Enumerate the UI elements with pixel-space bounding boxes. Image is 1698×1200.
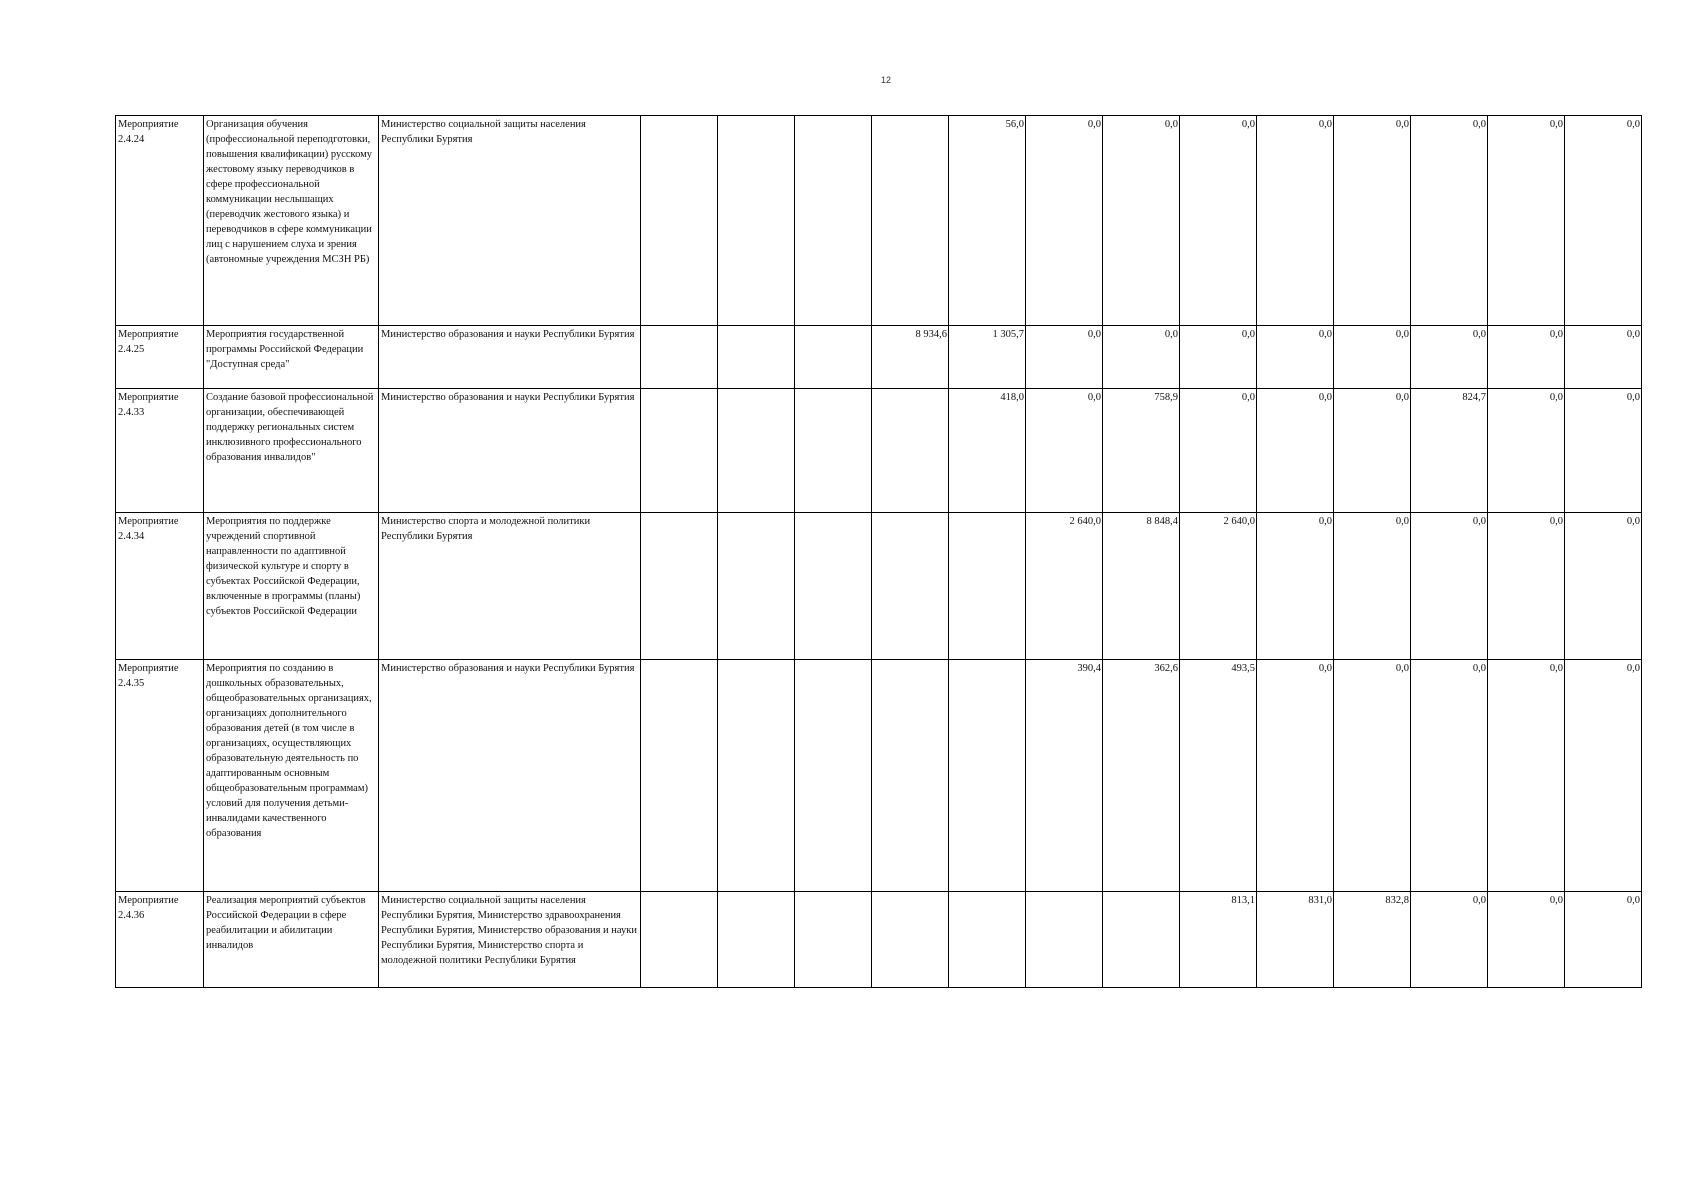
value-cell: 0,0 [1565, 389, 1642, 513]
row-name: Создание базовой профессиональной организации, обеспечивающей поддержку региональных систем инклюзивного профессионального образования инвалидов" [204, 389, 379, 513]
value-cell [641, 892, 718, 988]
page-number: 12 [880, 75, 891, 85]
row-name: Мероприятия по созданию в дошкольных образовательных, общеобразовательных организациях, организациях дополнительного образования детей (в том числе в организациях, осуществляющих образовательную деятельность по адаптированным основным общеобразовательным программам) условий для получения детьми-инвалидами качественного образования [204, 660, 379, 892]
value-cell: 418,0 [949, 389, 1026, 513]
value-cell [718, 892, 795, 988]
row-code: Мероприятие 2.4.35 [116, 660, 204, 892]
value-cell: 0,0 [1488, 389, 1565, 513]
value-cell [1103, 892, 1180, 988]
value-cell [795, 660, 872, 892]
row-name: Мероприятия по поддержке учреждений спортивной направленности по адаптивной физической культуре и спорту в субъектах Российской Федерации, включенные в программы (планы) субъектов Российской Федерации [204, 513, 379, 660]
value-cell [795, 513, 872, 660]
value-cell: 0,0 [1180, 326, 1257, 389]
value-cell [795, 326, 872, 389]
value-cell: 8 848,4 [1103, 513, 1180, 660]
value-cell: 0,0 [1026, 389, 1103, 513]
row-code: Мероприятие 2.4.34 [116, 513, 204, 660]
value-cell [641, 326, 718, 389]
row-name: Реализация мероприятий субъектов Российской Федерации в сфере реабилитации и абилитации инвалидов [204, 892, 379, 988]
value-cell: 0,0 [1488, 513, 1565, 660]
value-cell: 0,0 [1257, 326, 1334, 389]
value-cell: 0,0 [1257, 116, 1334, 326]
value-cell: 0,0 [1257, 389, 1334, 513]
value-cell [1026, 892, 1103, 988]
value-cell [795, 389, 872, 513]
value-cell: 0,0 [1488, 660, 1565, 892]
value-cell: 362,6 [1103, 660, 1180, 892]
value-cell: 832,8 [1334, 892, 1411, 988]
value-cell [872, 389, 949, 513]
value-cell: 0,0 [1411, 892, 1488, 988]
table-body [116, 116, 1642, 988]
value-cell [872, 892, 949, 988]
value-cell [949, 892, 1026, 988]
value-cell: 493,5 [1180, 660, 1257, 892]
value-cell: 2 640,0 [1026, 513, 1103, 660]
value-cell: 0,0 [1411, 326, 1488, 389]
value-cell: 0,0 [1488, 892, 1565, 988]
value-cell [872, 660, 949, 892]
value-cell: 0,0 [1565, 116, 1642, 326]
value-cell: 56,0 [949, 116, 1026, 326]
row-code: Мероприятие 2.4.24 [116, 116, 204, 326]
value-cell [641, 116, 718, 326]
value-cell: 0,0 [1565, 660, 1642, 892]
table-row [116, 116, 1642, 326]
table-row [116, 892, 1642, 988]
value-cell [641, 389, 718, 513]
row-code: Мероприятие 2.4.25 [116, 326, 204, 389]
row-executor: Министерство образования и науки Республики Бурятия [379, 660, 641, 892]
value-cell: 390,4 [1026, 660, 1103, 892]
value-cell [641, 660, 718, 892]
value-cell: 0,0 [1334, 513, 1411, 660]
value-cell: 0,0 [1334, 326, 1411, 389]
value-cell: 0,0 [1180, 389, 1257, 513]
value-cell: 0,0 [1488, 326, 1565, 389]
row-code: Мероприятие 2.4.33 [116, 389, 204, 513]
value-cell: 0,0 [1411, 116, 1488, 326]
value-cell: 831,0 [1257, 892, 1334, 988]
value-cell: 0,0 [1334, 660, 1411, 892]
value-cell: 8 934,6 [872, 326, 949, 389]
table-row [116, 389, 1642, 513]
value-cell: 0,0 [1026, 326, 1103, 389]
row-name: Мероприятия государственной программы Российской Федерации "Доступная среда" [204, 326, 379, 389]
budget-table [115, 115, 1642, 988]
value-cell: 824,7 [1411, 389, 1488, 513]
value-cell: 0,0 [1411, 513, 1488, 660]
value-cell: 0,0 [1334, 116, 1411, 326]
value-cell [718, 326, 795, 389]
value-cell: 0,0 [1180, 116, 1257, 326]
value-cell [641, 513, 718, 660]
table-row [116, 660, 1642, 892]
value-cell: 0,0 [1488, 116, 1565, 326]
value-cell [718, 660, 795, 892]
value-cell: 0,0 [1103, 116, 1180, 326]
value-cell [949, 660, 1026, 892]
value-cell [949, 513, 1026, 660]
value-cell: 0,0 [1103, 326, 1180, 389]
value-cell [872, 116, 949, 326]
value-cell: 0,0 [1565, 892, 1642, 988]
value-cell [795, 892, 872, 988]
value-cell: 0,0 [1334, 389, 1411, 513]
value-cell: 813,1 [1180, 892, 1257, 988]
value-cell [718, 389, 795, 513]
row-executor: Министерство образования и науки Республики Бурятия [379, 326, 641, 389]
row-code: Мероприятие 2.4.36 [116, 892, 204, 988]
value-cell [872, 513, 949, 660]
row-executor: Министерство образования и науки Республики Бурятия [379, 389, 641, 513]
row-executor: Министерство социальной защиты населения Республики Бурятия, Министерство здравоохранения Республики Бурятия, Министерство образования и науки Республики Бурятия, Министерство спорта и молодежной политики Республики Бурятия [379, 892, 641, 988]
value-cell: 0,0 [1565, 326, 1642, 389]
value-cell [718, 116, 795, 326]
value-cell [795, 116, 872, 326]
row-executor: Министерство социальной защиты населения Республики Бурятия [379, 116, 641, 326]
value-cell: 2 640,0 [1180, 513, 1257, 660]
table-row [116, 326, 1642, 389]
value-cell: 0,0 [1565, 513, 1642, 660]
table-row [116, 513, 1642, 660]
value-cell: 0,0 [1411, 660, 1488, 892]
value-cell [718, 513, 795, 660]
value-cell: 1 305,7 [949, 326, 1026, 389]
value-cell: 0,0 [1026, 116, 1103, 326]
row-executor: Министерство спорта и молодежной политики Республики Бурятия [379, 513, 641, 660]
row-name: Организация обучения (профессиональной переподготовки, повышения квалификации) русскому жестовому языку переводчиков в сфере профессиональной коммуникации неслышащих (переводчик жестового языка) и переводчиков в сфере коммуникации лиц с нарушением слуха и зрения (автономные учреждения МСЗН РБ) [204, 116, 379, 326]
value-cell: 0,0 [1257, 660, 1334, 892]
value-cell: 758,9 [1103, 389, 1180, 513]
value-cell: 0,0 [1257, 513, 1334, 660]
